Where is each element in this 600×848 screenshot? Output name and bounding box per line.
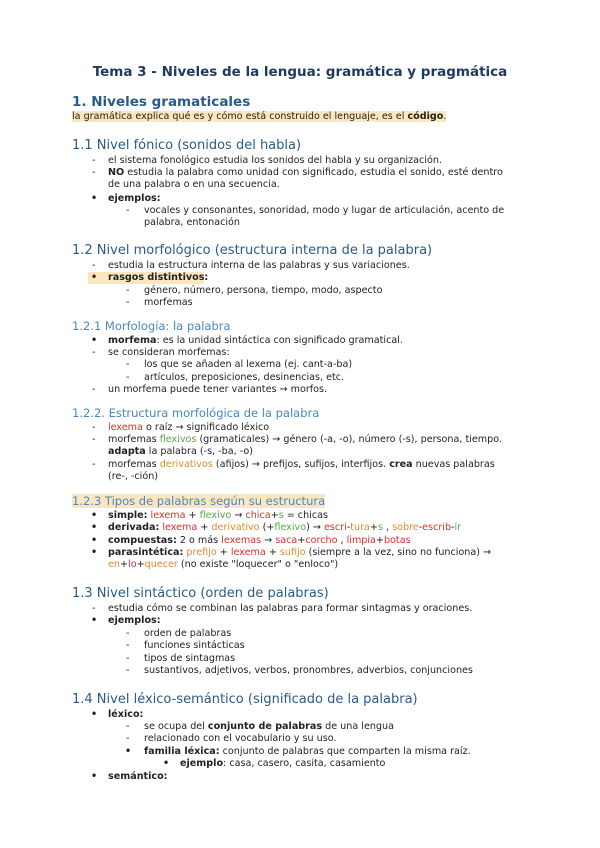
bullet-dash: -	[92, 167, 96, 178]
bullet-dot: •	[91, 547, 98, 558]
para-quecer: quecer	[144, 559, 178, 570]
s13-item: tipos de sintagmas	[144, 653, 236, 664]
simple-plus: +	[185, 510, 200, 521]
der-flexivo: flexivo	[274, 522, 307, 533]
der-s: s	[377, 522, 383, 533]
s122-line-2	[108, 434, 502, 447]
intro-bold: código	[407, 111, 444, 122]
s121-item-2: artículos, preposiciones, desinencias, etc.	[144, 372, 345, 383]
bullet-dash: -	[126, 628, 130, 639]
der-lexema: lexema	[159, 522, 198, 533]
s123-simple	[108, 510, 328, 523]
bullet-dash: -	[92, 347, 96, 358]
s14-line-2	[144, 721, 394, 734]
para-sufijo: sufijo	[279, 547, 306, 558]
bullet-dot: •	[91, 771, 98, 782]
para-en: en	[108, 559, 120, 570]
s14-ejemplo: ejemplo	[180, 758, 224, 769]
s123-parasintetica-cont	[108, 559, 338, 572]
para-note: (no existe "loquecer" o "enloco")	[177, 559, 339, 570]
section-1-2-2-heading: 1.2.2. Estructura morfológica de la palabra	[72, 406, 320, 420]
para-text: (siempre a la vez, sino no funciona) →	[305, 547, 492, 558]
der-ir: ir	[454, 522, 462, 533]
bullet-dash: -	[126, 733, 130, 744]
page-title: Tema 3 - Niveles de la lengua: gramática y pragmática	[92, 64, 508, 80]
s13-item: orden de palabras	[144, 628, 232, 639]
bullet-dash: -	[92, 459, 96, 470]
der-dash-3: -	[451, 522, 455, 533]
s14-line-3: relacionado con el vocabulario y su uso.	[144, 733, 337, 744]
s11-line-1: el sistema fonológico estudia los sonidos del habla y su organización.	[108, 155, 442, 166]
s122-line-3	[108, 459, 495, 472]
bullet-dash: -	[92, 422, 96, 433]
simple-chica: chica	[245, 510, 271, 521]
section-1-2-heading: 1.2 Nivel morfológico (estructura interna de la palabra)	[72, 243, 433, 258]
bullet-dash: -	[92, 260, 96, 271]
simple-arrow: →	[231, 510, 246, 521]
s14-line-2-c: de una lengua	[322, 721, 394, 732]
section-1-intro	[72, 111, 446, 124]
bullet-dot: •	[125, 746, 132, 757]
der-escrib: escrib	[422, 522, 452, 533]
bullet-dash: -	[126, 297, 130, 308]
bullet-dot: •	[91, 335, 98, 346]
comp-saca: saca	[275, 535, 298, 546]
bullet-dash: -	[126, 721, 130, 732]
bullet-dash: -	[126, 205, 130, 216]
s12-item-2: morfemas	[144, 297, 193, 308]
s121-line-2: se consideran morfemas:	[108, 347, 230, 358]
para-plus: +	[216, 547, 231, 558]
comp-comma: ,	[337, 535, 347, 546]
bullet-dash: -	[92, 384, 96, 395]
s122-morfemas-text-2: morfemas	[108, 459, 160, 470]
s11-no: NO	[108, 167, 125, 178]
s12-line-1: estudia la estructura interna de las palabras y sus variaciones.	[108, 260, 410, 271]
s121-line-1	[108, 335, 403, 348]
der-derivativo: derivativo	[211, 522, 260, 533]
s12-rasgos: rasgos distintivos:	[108, 272, 209, 283]
s122-lexema: lexema	[108, 422, 143, 433]
comp-corcho: corcho	[305, 535, 338, 546]
s122-line-3-end: nuevas palabras	[412, 459, 495, 470]
der-dash: -	[346, 522, 351, 533]
bullet-dot: •	[163, 758, 170, 769]
s121-item-1: los que se añaden al lexema (ej. cant-a-ba)	[144, 359, 353, 370]
bullet-dash: -	[126, 359, 130, 370]
s11-line-2	[108, 167, 503, 180]
s123-derivada	[108, 522, 461, 535]
der-plus: +	[197, 522, 212, 533]
para-lexema: lexema	[230, 547, 266, 558]
s11-ejemplos: ejemplos:	[108, 193, 161, 204]
simple-s: s	[278, 510, 284, 521]
comp-arrow: →	[261, 535, 276, 546]
comp-plus: +	[297, 535, 306, 546]
parasintetica-label: parasintética:	[108, 547, 184, 558]
para-prefijo: prefijo	[183, 547, 217, 558]
comp-lexemas: lexemas	[221, 535, 262, 546]
simple-lexema: lexema	[147, 510, 186, 521]
simple-label: simple:	[108, 510, 148, 521]
bullet-dash: -	[92, 603, 96, 614]
bullet-dot: •	[91, 615, 98, 626]
der-tura: tura	[350, 522, 370, 533]
section-1-heading: 1. Niveles gramaticales	[72, 94, 251, 110]
bullet-dash: -	[126, 372, 130, 383]
s14-conjunto: conjunto de palabras	[207, 721, 323, 732]
bullet-dash: -	[92, 155, 96, 166]
s122-line-2-text: (gramaticales) → género (-a, -o), número (-s), persona, tiempo.	[196, 434, 502, 445]
s122-flexivos: flexivos	[159, 434, 197, 445]
s122-line-1	[108, 422, 269, 435]
s122-crea: crea	[389, 459, 413, 470]
para-plus-2: +	[265, 547, 280, 558]
comp-text: 2 o más	[176, 535, 222, 546]
s11-line-2-cont: de una palabra o en una secuencia.	[108, 179, 280, 190]
s14-line-2-a: se ocupa del	[144, 721, 208, 732]
s13-line-1: estudia cómo se combinan las palabras para formar sintagmas y oraciones.	[108, 603, 473, 614]
s11-example-1-cont: palabra, entonación	[144, 217, 240, 228]
section-1-2-3-heading: 1.2.3 Tipos de palabras según su estructura	[72, 494, 326, 508]
bullet-dot: •	[91, 709, 98, 720]
simple-result: = chicas	[283, 510, 328, 521]
s121-line-1-text: : es la unidad sintáctica con significado gramatical.	[156, 335, 403, 346]
s122-line-3-text: (afijos) → prefijos, sufijos, interfijos.	[212, 459, 390, 470]
der-comma: ,	[382, 522, 393, 533]
s14-line-5-text: : casa, casero, casita, casamiento	[223, 758, 386, 769]
s14-line-5	[180, 758, 385, 771]
section-1-2-1-heading: 1.2.1 Morfología: la palabra	[72, 319, 231, 333]
s14-lexico: léxico:	[108, 709, 144, 720]
s121-line-5: un morfema puede tener variantes → morfos.	[108, 384, 328, 395]
s13-item: sustantivos, adjetivos, verbos, pronombres, adverbios, conjunciones	[144, 665, 473, 676]
s122-line-2-cont-text: la palabra (-s, -ba, -o)	[145, 446, 253, 457]
s14-line-4-text: conjunto de palabras que comparten la misma raíz.	[219, 746, 471, 757]
der-arrow: ) →	[306, 522, 324, 533]
s12-item-1: género, número, persona, tiempo, modo, aspecto	[144, 285, 383, 296]
comp-limpia: limpia	[346, 535, 376, 546]
section-1-1-heading: 1.1 Nivel fónico (sonidos del habla)	[72, 138, 302, 153]
derivada-label: derivada:	[108, 522, 160, 533]
simple-plus-2: +	[270, 510, 279, 521]
s14-familia: familia léxica:	[144, 746, 220, 757]
para-lo: lo	[128, 559, 137, 570]
s122-line-3-cont: (re-, -ción)	[108, 471, 159, 482]
s123-parasintetica	[108, 547, 491, 560]
s122-adapta: adapta	[108, 446, 146, 457]
section-1-4-heading: 1.4 Nivel léxico-semántico (significado de la palabra)	[72, 692, 418, 707]
der-paren: (+	[259, 522, 275, 533]
s121-morfema: morfema	[108, 335, 157, 346]
para-plus-4: +	[136, 559, 145, 570]
s123-compuestas	[108, 535, 411, 548]
der-sobre: sobre	[392, 522, 419, 533]
s122-line-2-cont	[108, 446, 253, 459]
compuestas-label: compuestas:	[108, 535, 177, 546]
s13-ejemplos: ejemplos:	[108, 615, 161, 626]
der-plus-2: +	[369, 522, 378, 533]
comp-plus-2: +	[375, 535, 384, 546]
der-dash-2: -	[418, 522, 423, 533]
s14-semantico: semántico:	[108, 771, 168, 782]
s11-example-1: vocales y consonantes, sonoridad, modo y lugar de articulación, acento de	[144, 205, 505, 216]
bullet-dash: -	[126, 665, 130, 676]
s13-item: funciones sintácticas	[144, 640, 245, 651]
s14-line-4	[144, 746, 471, 759]
intro-end: .	[443, 111, 447, 122]
bullet-dash: -	[126, 285, 130, 296]
para-plus-3: +	[119, 559, 129, 570]
s122-morfemas-text: morfemas	[108, 434, 160, 445]
bullet-dash: -	[126, 653, 130, 664]
bullet-dot: •	[91, 522, 98, 533]
bullet-dot: •	[91, 510, 98, 521]
bullet-dash: -	[126, 640, 130, 651]
intro-text: la gramática explica qué es y cómo está construido el lenguaje, es el	[72, 111, 408, 122]
section-1-3-heading: 1.3 Nivel sintáctico (orden de palabras)	[72, 586, 329, 601]
s11-line-2-text: estudia la palabra como unidad con significado, estudia el sonido, esté dentro	[124, 167, 503, 178]
der-escri: escri	[323, 522, 347, 533]
s122-line-1-text: o raíz → significado léxico	[142, 422, 270, 433]
bullet-dot: •	[91, 272, 98, 283]
comp-botas: botas	[383, 535, 411, 546]
s122-derivativos: derivativos	[159, 459, 213, 470]
bullet-dot: •	[91, 535, 98, 546]
simple-flexivo: flexivo	[199, 510, 232, 521]
bullet-dash: -	[92, 434, 96, 445]
bullet-dot: •	[91, 193, 98, 204]
